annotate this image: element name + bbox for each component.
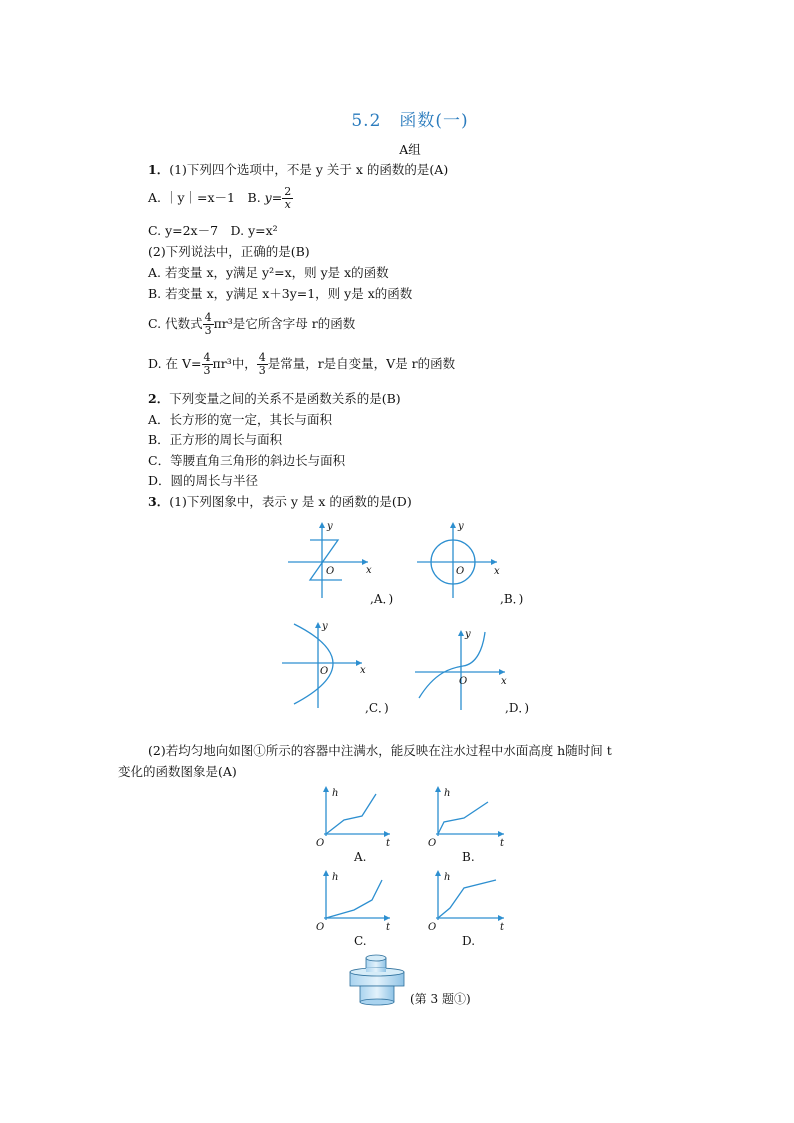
q1-part1-stem: (1)下列四个选项中，不是 y 关于 x 的函数的是(A) [169, 162, 449, 177]
q1-part2-option-a: A. 若变量 x，y满足 y²=x，则 y是 x的函数 [148, 265, 389, 280]
parabola-curve [294, 624, 333, 704]
t-axis-arrow [498, 831, 504, 837]
y-axis-arrow [319, 522, 325, 528]
x-label: x [366, 565, 372, 576]
fraction-numerator: 4 [203, 351, 211, 364]
option-c-prefix: C. 代数式 [148, 316, 203, 331]
origin-label: O [316, 922, 325, 933]
fraction-numerator: 4 [204, 311, 212, 324]
page-title: 5.2 函数(一) [351, 111, 469, 131]
origin-label: O [326, 566, 335, 577]
t-axis-arrow [498, 915, 504, 921]
ht-curve [326, 794, 376, 834]
function-curve [419, 632, 485, 698]
option-c-fraction [204, 312, 213, 337]
q1-option-a: A. ｜y｜=x－1 B. [148, 190, 265, 205]
q1-part2-option-d [148, 352, 455, 377]
figure-caption: (第 3 题①) [410, 992, 471, 1006]
h-axis-arrow [323, 786, 329, 792]
option-d-fraction-2 [258, 352, 267, 377]
x-axis-arrow [499, 669, 505, 675]
graph-c-label: ,C．) [365, 701, 389, 715]
q2-stem-text: 下列变量之间的关系不是函数关系的是(B) [169, 391, 401, 406]
graph-b-label: ,B．) [500, 592, 524, 606]
ht-curve [326, 880, 382, 918]
ht-graph-b-label: B. [462, 850, 475, 864]
bottom-cylinder-base [360, 999, 394, 1005]
h-label: h [444, 788, 451, 799]
q2-option-a: A．长方形的宽一定，其长与面积 [148, 412, 333, 427]
option-c-suffix: πr³是它所含字母 r的函数 [213, 316, 356, 331]
y-axis-arrow [450, 522, 456, 528]
ht-graph-c-label: C. [354, 934, 367, 948]
option-d-fraction-1 [203, 352, 212, 377]
option-d-middle: πr³中， [212, 356, 257, 371]
y-axis-arrow [315, 622, 321, 628]
q3-number: 3． [148, 494, 170, 509]
ht-graph-d-label: D. [462, 934, 476, 948]
q2-option-d: D．圆的周长与半径 [148, 473, 259, 488]
q1-part2-option-c [148, 312, 355, 337]
h-axis-arrow [323, 870, 329, 876]
option-d-suffix: 是常量，r是自变量，V是 r的函数 [267, 356, 456, 371]
origin-label: O [459, 676, 468, 687]
q1-option-b-fraction [283, 186, 292, 211]
q2-stem [148, 391, 401, 407]
fraction-denominator: 3 [258, 364, 266, 377]
q1-options-cd: C. y=2x－7 D. y=x² [148, 223, 278, 238]
ht-graph-c [316, 866, 394, 934]
graph-a-label: ,A．) [370, 592, 394, 606]
t-axis-arrow [384, 915, 390, 921]
q2-option-c: C．等腰直角三角形的斜边长与面积 [148, 453, 346, 468]
neck-joint [366, 968, 386, 972]
t-label: t [500, 922, 505, 933]
fraction-denominator: x [284, 198, 291, 211]
t-axis-arrow [384, 831, 390, 837]
h-label: h [332, 788, 339, 799]
fraction-denominator: 3 [203, 364, 211, 377]
y-label: y [458, 521, 464, 532]
q3-stem [148, 494, 412, 510]
ht-graph-a [316, 782, 394, 850]
graph-c [280, 618, 370, 710]
option-d-prefix: D. 在 V= [148, 356, 202, 371]
origin-label: O [316, 838, 325, 849]
x-axis-arrow [491, 559, 497, 565]
container-figure [346, 952, 408, 1008]
ht-graph-d [428, 866, 508, 934]
graph-d [413, 626, 509, 712]
ht-graph-a-label: A. [354, 850, 367, 864]
fraction-denominator: 3 [204, 324, 212, 337]
origin-label: O [428, 922, 437, 933]
origin-label: O [428, 838, 437, 849]
graph-b [413, 518, 503, 600]
graph-a [286, 518, 376, 600]
q3-part2-line1: (2)若均匀地向如图①所示的容器中注满水，能反映在注水过程中水面高度 h随时间 t [148, 743, 612, 758]
q3-part1-stem: (1)下列图象中，表示 y 是 x 的函数的是(D) [169, 494, 412, 509]
x-label: x [501, 676, 507, 687]
origin-label: O [456, 566, 465, 577]
top-cylinder-cap [366, 955, 386, 961]
ht-graph-b [428, 782, 508, 850]
fraction-numerator: 2 [284, 185, 292, 198]
q2-number: 2． [148, 391, 170, 406]
q2-option-b: B．正方形的周长与面积 [148, 432, 283, 447]
h-label: h [444, 872, 451, 883]
q1-number: 1． [148, 162, 170, 177]
q3-part2-line2: 变化的函数图象是(A) [118, 764, 237, 779]
t-label: t [386, 922, 391, 933]
ht-curve [438, 880, 496, 918]
graph-d-label: ,D．) [505, 701, 530, 715]
h-axis-arrow [435, 786, 441, 792]
fraction-numerator: 4 [258, 351, 266, 364]
x-label: x [494, 566, 500, 577]
q1-part2-stem: (2)下列说法中，正确的是(B) [148, 244, 310, 259]
y-label: y [322, 621, 328, 632]
t-label: t [500, 838, 505, 849]
q1-option-b-lhs: y= [264, 190, 283, 205]
y-label: y [327, 521, 333, 532]
ht-curve [438, 802, 488, 834]
q1-stem [148, 162, 448, 178]
t-label: t [386, 838, 391, 849]
q1-part2-option-b: B. 若变量 x，y满足 x＋3y=1，则 y是 x的函数 [148, 286, 413, 301]
origin-label: O [320, 666, 329, 677]
y-label: y [465, 629, 471, 640]
group-label: A组 [399, 142, 421, 157]
h-label: h [332, 872, 339, 883]
y-axis-arrow [458, 630, 464, 636]
h-axis-arrow [435, 870, 441, 876]
q1-options-ab [148, 186, 293, 211]
x-label: x [360, 665, 366, 676]
